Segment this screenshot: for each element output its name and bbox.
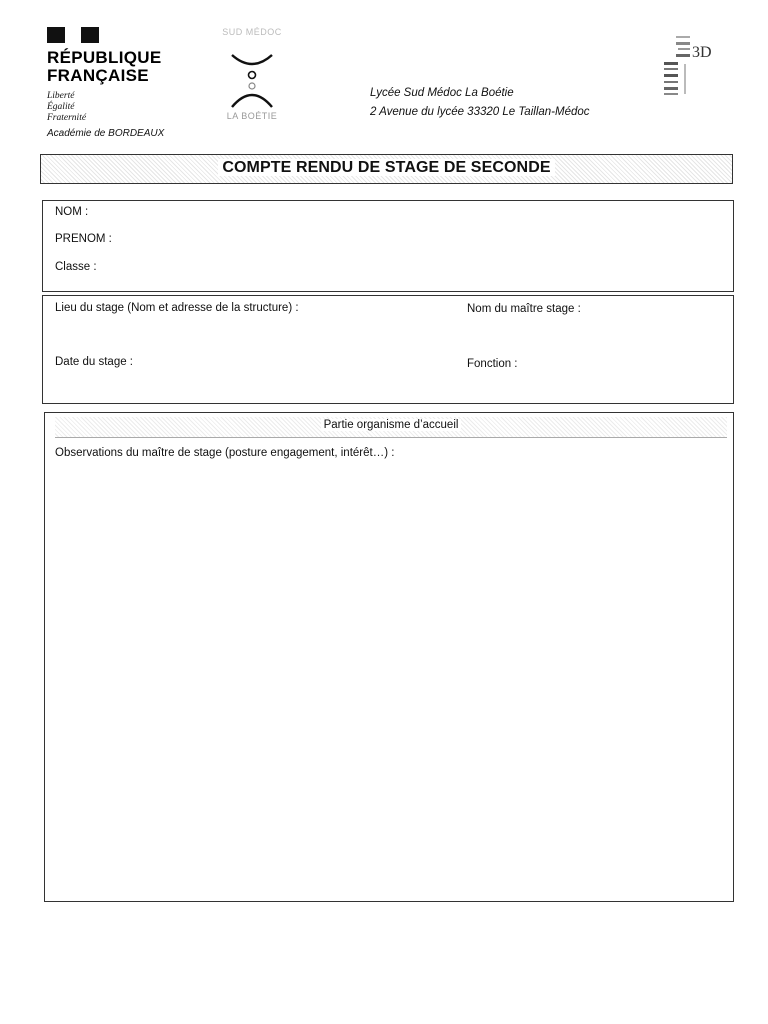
motto-fraternite: Fraternité	[47, 113, 87, 123]
school-name: Lycée Sud Médoc La Boétie	[370, 87, 514, 99]
school-address: 2 Avenue du lycée 33320 Le Taillan-Médoc	[370, 106, 590, 118]
school-logo-bottom-text: LA BOÉTIE	[226, 111, 278, 121]
stage-info-box	[42, 295, 734, 404]
e3d-text: 3D	[692, 44, 712, 61]
e3d-label-logo	[660, 34, 730, 100]
prenom-label: PRENOM :	[55, 233, 112, 245]
date-stage-label: Date du stage :	[55, 356, 133, 368]
motto-liberte: Liberté	[47, 91, 75, 101]
republique-flag-logo	[47, 27, 99, 43]
school-figure-icon	[228, 39, 276, 109]
school-logo-top-text: SUD MÉDOC	[222, 27, 282, 37]
accueil-section-box	[44, 412, 734, 902]
document-title-bar	[40, 154, 733, 184]
fonction-label: Fonction :	[467, 358, 518, 370]
academie-label: Académie de BORDEAUX	[47, 128, 165, 139]
nom-label: NOM :	[55, 206, 89, 218]
lieu-stage-label: Lieu du stage (Nom et adresse de la structure) :	[55, 302, 299, 314]
accueil-section-title: Partie organisme d’accueil	[321, 419, 462, 431]
e3d-bars-icon	[660, 34, 690, 100]
student-identity-box	[42, 200, 734, 292]
republic-motto	[47, 91, 86, 124]
accueil-section-header	[55, 417, 727, 438]
maitre-stage-label: Nom du maître stage :	[467, 303, 581, 315]
school-logo	[214, 27, 290, 123]
school-info	[370, 84, 590, 122]
observations-label: Observations du maître de stage (posture engagement, intérêt…) :	[55, 447, 395, 459]
republique-francaise-title	[47, 49, 161, 85]
classe-label: Classe :	[55, 261, 97, 273]
republique-line: RÉPUBLIQUE	[47, 48, 162, 67]
document-title: COMPTE RENDU DE STAGE DE SECONDE	[218, 159, 554, 176]
francaise-line: FRANÇAISE	[47, 66, 149, 85]
motto-egalite: Égalité	[47, 102, 75, 112]
